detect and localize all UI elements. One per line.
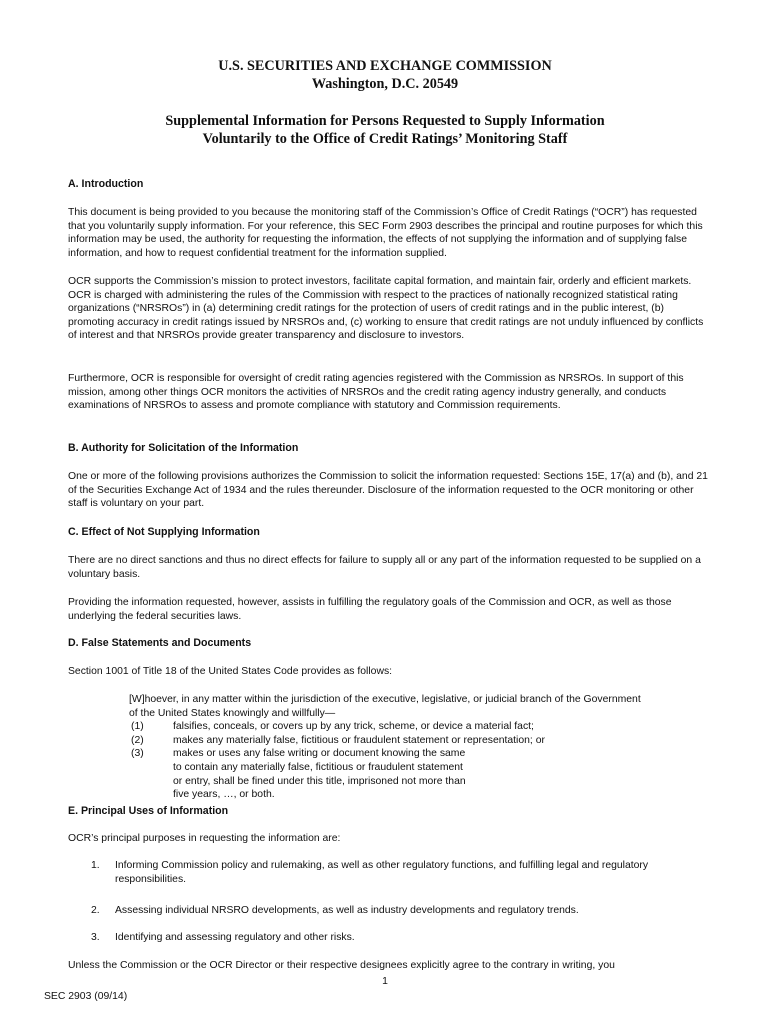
purpose-list-item-number: 1.	[91, 860, 100, 871]
form-identifier: SEC 2903 (09/14)	[44, 991, 128, 1002]
section-b-heading: B. Authority for Solicitation of the Information	[68, 442, 299, 454]
agency-address: Washington, D.C. 20549	[311, 76, 459, 92]
statute-quote-item-number: (2)	[131, 734, 144, 746]
page-number: 1	[382, 976, 388, 987]
section-d-paragraph-1: Section 1001 of Title 18 of the United States Code provides as follows:	[68, 666, 393, 677]
section-c-paragraph-2: Providing the information requested, however, assists in fulfilling the regulatory goals of the Commission and OCR, as well as those underlying the federal securities laws.	[68, 597, 672, 622]
section-e-paragraph-2: Unless the Commission or the OCR Director or their respective designees explicitly agree to the contrary in writing, you	[68, 960, 615, 971]
section-c-paragraph-1: There are no direct sanctions and thus no direct effects for failure to supply all or any part of the information requested to be supplied on a voluntary basis.	[68, 555, 701, 580]
purpose-list-item-number: 2.	[91, 905, 100, 916]
purpose-list-item	[91, 859, 707, 886]
purpose-list-item-text: Assessing individual NRSRO developments, as well as industry developments and regulatory trends.	[115, 905, 579, 916]
statute-quote-item-text: makes or uses any false writing or document knowing the same to contain any materially false, fictitious or fraudulent statement or entry, shall be fined under this title, imprisoned not more than five years, …, or both.	[173, 748, 466, 801]
section-e-paragraph-1: OCR’s principal purposes in requesting the information are:	[68, 833, 341, 844]
purpose-list-item-text: Informing Commission policy and rulemaking, as well as other regulatory functions, and fulfilling legal and regulatory responsibilities.	[115, 860, 649, 885]
statute-quote-intro: [W]hoever, in any matter within the jurisdiction of the executive, legislative, or judicial branch of the Government of the United States knowingly and willfully—	[129, 694, 641, 719]
document-title	[0, 112, 770, 148]
section-a-paragraph-1: This document is being provided to you because the monitoring staff of the Commission’s Office of Credit Ratings (“OCR”) has requested that you voluntarily supply information. For your reference, this SEC Form 2903 describes the principal and routine purposes for which this information may be used, the authority for requesting the information, the effects of not supplying the information and of supplying false information, and how to request confidential treatment for the information supplied.	[68, 207, 703, 259]
section-a-heading: A. Introduction	[68, 178, 144, 190]
purpose-list-item	[91, 904, 707, 918]
statute-quote-item-text: makes any materially false, fictitious or fraudulent statement or representation; or	[173, 734, 545, 746]
section-d-heading: D. False Statements and Documents	[68, 637, 252, 649]
section-b-paragraph-1: One or more of the following provisions authorizes the Commission to solicit the information requested: Sections 15E, 17(a) and (b), and 21 of the Securities Exchange Act of 1934 and the rules thereunder. Disclosure of the information requested to the OCR monitoring or other staff is voluntary on your part.	[68, 471, 708, 510]
statute-quote-item-number: (3)	[131, 748, 144, 760]
purpose-list-item-number: 3.	[91, 932, 100, 943]
statute-quote-item	[129, 747, 649, 801]
section-a-paragraph-2: OCR supports the Commission’s mission to protect investors, facilitate capital formation, and maintain fair, orderly and efficient markets. OCR is charged with administering the rules of the Commission with respect to the practices of nationally recognized statistical rating organizations (“NRSROs”) in (a) determining credit ratings for the protection of users of credit ratings and in the public interest, (b) promoting accuracy in credit ratings issued by NRSROs and, (c) working to ensure that credit ratings are not unduly influenced by conflicts of interest and that NRSROs provide greater transparency and disclosure to investors.	[68, 276, 704, 342]
statute-quote-item	[129, 720, 649, 734]
purpose-list-item	[91, 931, 707, 945]
purpose-list-item-text: Identifying and assessing regulatory and other risks.	[115, 932, 355, 943]
statute-quote-item-number: (1)	[131, 721, 144, 733]
document-title-line-2: Voluntarily to the Office of Credit Ratings’ Monitoring Staff	[202, 131, 568, 147]
section-e-heading: E. Principal Uses of Information	[68, 805, 229, 817]
agency-name: U.S. SECURITIES AND EXCHANGE COMMISSION	[218, 58, 552, 74]
statute-quote	[129, 693, 649, 802]
section-c-heading: C. Effect of Not Supplying Information	[68, 526, 260, 538]
document-title-line-1: Supplemental Information for Persons Requested to Supply Information	[165, 113, 605, 129]
section-a-paragraph-3: Furthermore, OCR is responsible for oversight of credit rating agencies registered with the Commission as NRSROs. In support of this mission, among other things OCR monitors the activities of NRSROs and the credit rating agency industry generally, and conducts examinations of NRSROs to assess and promote compliance with statutory and Commission requirements.	[68, 373, 684, 412]
agency-header	[0, 57, 770, 93]
statute-quote-item	[129, 734, 649, 748]
statute-quote-item-text: falsifies, conceals, or covers up by any trick, scheme, or device a material fact;	[173, 721, 534, 733]
